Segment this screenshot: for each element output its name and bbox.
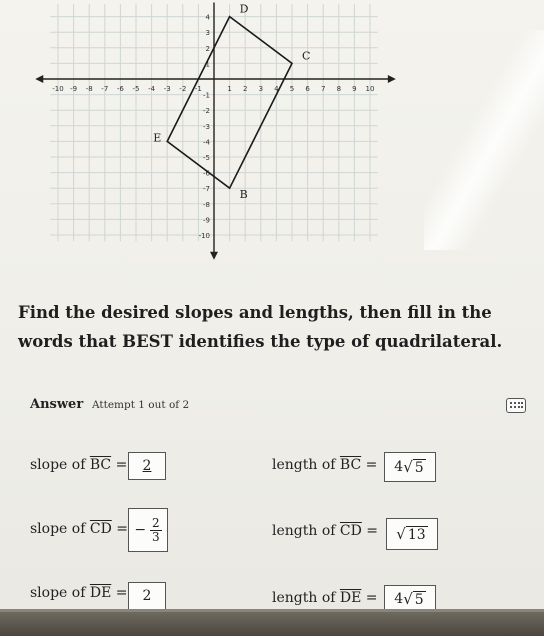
x-axis-arrow-left [35, 75, 43, 83]
x-axis-arrow-right [388, 75, 396, 83]
y-tick-label: -3 [203, 122, 210, 131]
x-tick-label: 5 [289, 85, 295, 93]
length-cd-label [272, 523, 378, 539]
keypad-icon[interactable] [506, 398, 526, 413]
vertex-label-c: C [302, 49, 311, 63]
slope-cd-input[interactable] [128, 508, 168, 552]
slope-bc-label [30, 457, 127, 473]
y-tick-label: -4 [203, 138, 210, 147]
length-de-label [272, 590, 378, 606]
equals-sign: = [361, 457, 378, 473]
slope-bc-value: 2 [142, 458, 152, 474]
x-tick-label: 4 [274, 85, 279, 93]
x-tick-label: 2 [242, 85, 248, 93]
length-prefix: length of [272, 457, 340, 473]
x-tick-label: 3 [258, 85, 264, 93]
x-tick-label: 6 [305, 85, 310, 93]
slope-de-value: 2 [142, 588, 152, 604]
y-tick-label: -7 [203, 185, 210, 194]
segment-cd: $\overline{CD}$ [339, 523, 362, 539]
equals-sign: = [111, 585, 128, 601]
y-tick-label: -10 [198, 232, 210, 240]
sqrt-symbol: √ 13 [396, 524, 426, 543]
y-tick-label: -2 [203, 107, 210, 116]
segment-bc: $\overline{BC}$ [339, 457, 362, 473]
y-tick-label: 1 [205, 60, 210, 69]
length-bc-radicand: 5 [414, 459, 424, 476]
segment-de: $\overline{DE}$ [339, 590, 362, 606]
slope-prefix: slope of [30, 457, 90, 473]
sqrt-symbol: √ 5 [403, 457, 424, 476]
length-cd-radicand: 13 [407, 526, 426, 543]
screen-bezel [0, 612, 544, 636]
x-tick-label: 1 [227, 85, 232, 93]
y-axis-arrow-down [210, 252, 218, 260]
y-tick-label: -9 [203, 216, 210, 225]
slope-cd-denominator: 3 [152, 529, 160, 544]
x-tick-label: -8 [85, 85, 93, 93]
equals-sign: = [111, 521, 128, 537]
y-tick-label: -5 [203, 154, 210, 162]
length-bc-label [272, 457, 377, 473]
y-tick-label: 3 [205, 29, 210, 38]
vertex-label-d: D [239, 2, 249, 16]
y-tick-label: -6 [203, 169, 210, 178]
segment-cd: $\overline{CD}$ [89, 521, 112, 537]
x-tick-label: 7 [320, 85, 326, 93]
x-tick-label: -4 [148, 85, 156, 93]
slope-cd-sign: − [134, 522, 147, 538]
sqrt-symbol: √ 5 [403, 589, 424, 608]
x-tick-label: -3 [163, 85, 171, 93]
x-tick-label: -5 [132, 85, 140, 93]
y-tick-label: -1 [203, 91, 210, 100]
x-tick-label: -2 [179, 85, 187, 93]
length-prefix: length of [272, 523, 340, 539]
x-tick-label: -9 [70, 85, 78, 93]
slope-bc-input[interactable] [128, 452, 166, 480]
slope-prefix: slope of [30, 585, 90, 601]
slope-cd-fraction [150, 517, 162, 544]
y-tick-label: 4 [205, 13, 210, 22]
question-prompt: Find the desired slopes and lengths, then fill in the words that BEST identifies the type of quadrilateral. [18, 303, 503, 351]
length-de-coefficient: 4 [394, 591, 404, 607]
x-tick-label: -1 [194, 85, 202, 93]
y-tick-label: -8 [203, 200, 210, 209]
length-bc-input[interactable] [384, 452, 436, 482]
slope-de-input[interactable] [128, 582, 166, 610]
vertex-label-b: B [239, 188, 248, 202]
y-tick-label: 2 [205, 44, 210, 53]
equals-sign: = [361, 590, 378, 606]
slope-cd-label [30, 521, 128, 537]
x-tick-label: -6 [116, 85, 124, 93]
slope-de-label [30, 585, 128, 601]
vertex-label-e: E [153, 131, 162, 145]
length-prefix: length of [272, 590, 340, 606]
length-de-radicand: 5 [414, 591, 424, 608]
x-tick-label: 9 [352, 85, 357, 93]
segment-de: $\overline{DE}$ [89, 585, 112, 601]
equals-sign: = [361, 523, 379, 539]
length-cd-input[interactable] [386, 518, 438, 550]
coordinate-graph [0, 0, 544, 280]
x-tick-label: -7 [101, 85, 109, 93]
equals-sign: = [111, 457, 128, 473]
length-bc-coefficient: 4 [394, 459, 404, 475]
x-tick-label: 10 [365, 85, 375, 93]
x-tick-label: 8 [336, 85, 342, 93]
answer-label: Answer [30, 397, 84, 412]
segment-bc: $\overline{BC}$ [89, 457, 112, 473]
slope-cd-numerator: 2 [152, 515, 160, 530]
x-tick-label: -10 [52, 85, 64, 93]
slope-prefix: slope of [30, 521, 90, 537]
attempt-counter: Attempt 1 out of 2 [92, 399, 190, 411]
